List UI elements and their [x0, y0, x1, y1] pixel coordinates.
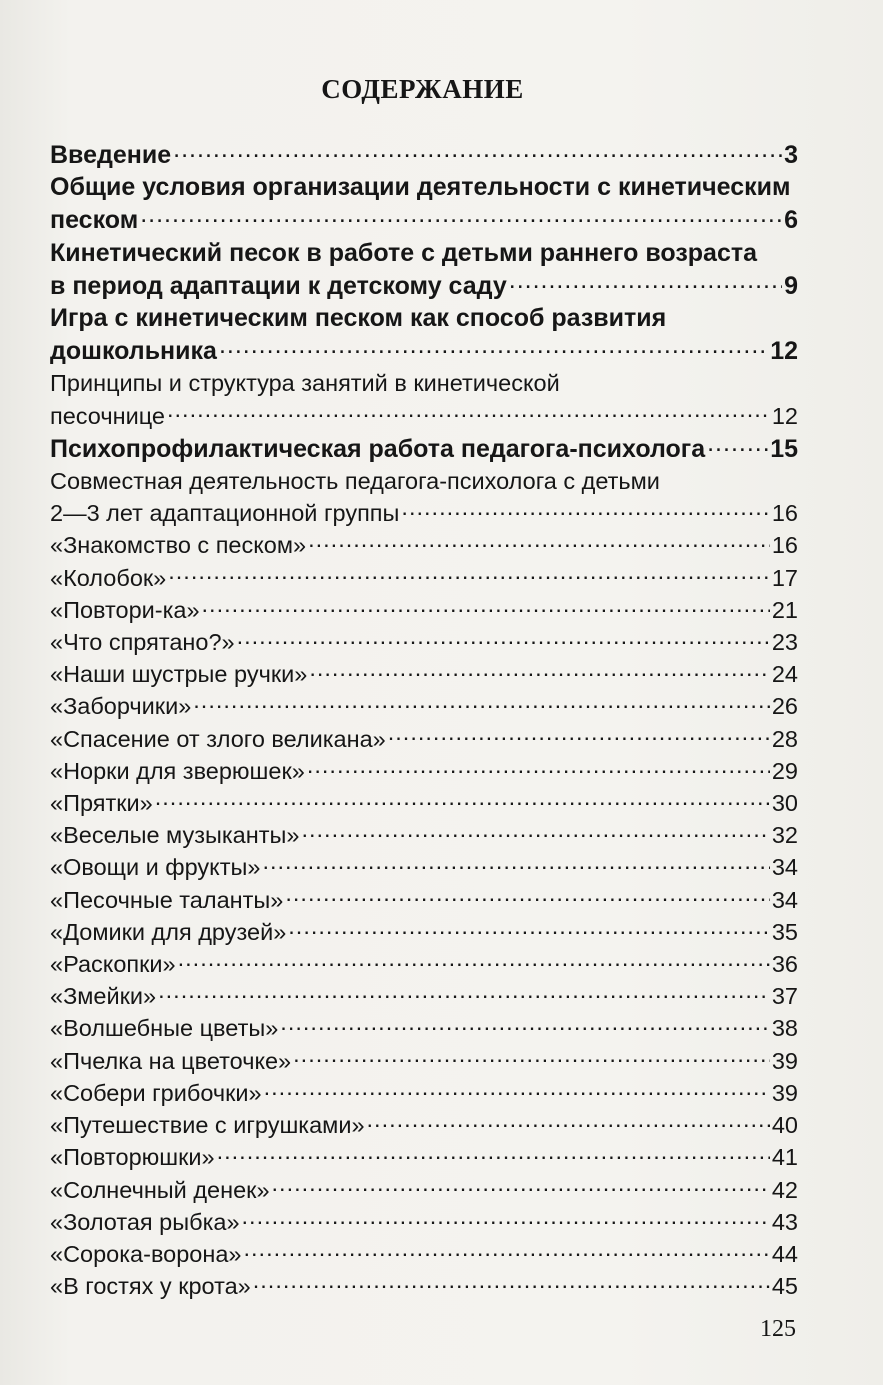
- toc-entry: [50, 1109, 798, 1141]
- toc-entry-page: 29: [771, 757, 798, 784]
- toc-entry: [50, 916, 798, 948]
- toc-entry-page: 39: [771, 1047, 798, 1074]
- toc-entry: [50, 787, 798, 819]
- toc-entry-title-line: «Повторюшки»: [50, 1144, 215, 1171]
- toc-entry: [50, 302, 798, 367]
- toc-entry-page: 23: [771, 629, 798, 656]
- dot-leader: [264, 1077, 770, 1101]
- toc-entry-row: [50, 1174, 798, 1206]
- toc-entry-page: 9: [784, 271, 798, 300]
- toc-entry-row: [50, 1238, 798, 1270]
- dot-leader: [178, 949, 770, 973]
- toc-entry-page: 43: [771, 1208, 798, 1235]
- toc-entry-page: 16: [771, 500, 798, 527]
- toc-entry-page: 35: [771, 918, 798, 945]
- toc-entry-title-line: «Путешествие с игрушками»: [50, 1112, 365, 1139]
- toc-entry-title-line: Совместная деятельность педагога-психолога с детьми: [50, 468, 660, 495]
- toc-entry-page: 16: [771, 532, 798, 559]
- toc-entry-row: [50, 723, 798, 755]
- toc-entry-title-line: Психопрофилактическая работа педагога-психолога: [50, 434, 706, 463]
- dot-leader: [158, 981, 770, 1005]
- dot-leader: [173, 138, 782, 163]
- toc-entry: [50, 1045, 798, 1077]
- dot-leader: [140, 203, 782, 228]
- toc-entry-title-line: «Собери грибочки»: [50, 1079, 262, 1106]
- toc-entry: [50, 1077, 798, 1109]
- toc-entry-page: 37: [771, 983, 798, 1010]
- dot-leader: [285, 884, 770, 908]
- toc-entry: [50, 1141, 798, 1173]
- toc-entry-title-line: «Колобок»: [50, 564, 167, 591]
- toc-entry: [50, 1238, 798, 1270]
- toc-entry-title-line: «Заборчики»: [50, 693, 192, 720]
- toc-entry: [50, 1012, 798, 1044]
- toc-entry-row: [50, 529, 798, 561]
- toc-entry-page: 12: [771, 402, 798, 429]
- toc-entry: [50, 1206, 798, 1238]
- toc-entry-title-line: «Прятки»: [50, 790, 153, 817]
- toc-entry-row: [50, 1077, 798, 1109]
- toc-entry-row: [50, 916, 798, 948]
- toc-entry: [50, 237, 798, 302]
- toc-entry-row: [50, 269, 798, 302]
- dot-leader: [307, 755, 770, 779]
- toc-entry-page: 41: [771, 1144, 798, 1171]
- toc-entry-title-line: «Повтори-ка»: [50, 596, 200, 623]
- toc-entry-page: 40: [771, 1112, 798, 1139]
- toc-entry-row: [50, 1012, 798, 1044]
- toc-entry-row: [50, 1141, 798, 1173]
- dot-leader: [308, 530, 770, 554]
- toc-entry-title-line: 2—3 лет адаптационной группы: [50, 500, 400, 527]
- toc-entry-row: [50, 884, 798, 916]
- toc-entry-row: [50, 138, 798, 171]
- dot-leader: [262, 852, 769, 876]
- toc-entry-page: 6: [784, 206, 798, 235]
- toc-entry-title-line: «Раскопки»: [50, 951, 176, 978]
- toc-entry-title-line: Игра с кинетическим песком как способ развития: [50, 304, 667, 333]
- dot-leader: [280, 1013, 770, 1037]
- toc-entry: [50, 138, 798, 171]
- toc-entry-title-line: «Что спрятано?»: [50, 629, 235, 656]
- toc-entry: [50, 1174, 798, 1206]
- dot-leader: [237, 627, 770, 651]
- toc-entry-title-line: песочнице: [50, 402, 165, 429]
- toc-entry: [50, 690, 798, 722]
- page-title: СОДЕРЖАНИЕ: [321, 74, 524, 104]
- dot-leader: [167, 400, 770, 424]
- dot-leader: [244, 1238, 770, 1262]
- toc-entry-row: [50, 1270, 798, 1302]
- toc-entry-title-line: «Норки для зверюшек»: [50, 757, 305, 784]
- toc-entry-page: 34: [771, 854, 798, 881]
- toc-entry-title-line: Общие условия организации деятельности с кинетическим: [50, 173, 791, 202]
- toc-entry: [50, 594, 798, 626]
- toc-entry-row: [50, 626, 798, 658]
- toc-entry-row: [50, 851, 798, 883]
- toc-entry-title-line: «Змейки»: [50, 983, 157, 1010]
- dot-leader: [242, 1206, 770, 1230]
- toc-entry-page: 26: [771, 693, 798, 720]
- toc-entry-title-line: «Спасение от злого великана»: [50, 725, 386, 752]
- dot-leader: [293, 1045, 770, 1069]
- toc-entry-row: [50, 1045, 798, 1077]
- toc-entry: [50, 529, 798, 561]
- dot-leader: [301, 820, 769, 844]
- toc-entry: [50, 819, 798, 851]
- toc-entry: [50, 367, 798, 431]
- toc-entry-page: 42: [771, 1176, 798, 1203]
- dot-leader: [309, 659, 770, 683]
- toc-entry: [50, 884, 798, 916]
- dot-leader: [367, 1110, 770, 1134]
- toc-entry-page: 15: [770, 434, 798, 463]
- toc-entry-page: 3: [784, 141, 798, 169]
- toc-entry-title-line: «Сорока-ворона»: [50, 1240, 242, 1267]
- toc-entry: [50, 723, 798, 755]
- dot-leader: [509, 269, 782, 294]
- dot-leader: [401, 498, 769, 522]
- dot-leader: [253, 1271, 770, 1295]
- toc-entry-row: [50, 562, 798, 594]
- toc-entry: [50, 658, 798, 690]
- toc-entry-page: 45: [771, 1273, 798, 1300]
- dot-leader: [272, 1174, 770, 1198]
- toc-entry-page: 17: [771, 564, 798, 591]
- toc-entry-title-line: «Веселые музыканты»: [50, 822, 300, 849]
- toc-entry-page: 32: [771, 822, 798, 849]
- toc-entry-row: [50, 755, 798, 787]
- toc-entry-page: 21: [771, 596, 798, 623]
- dot-leader: [168, 562, 770, 586]
- toc-entry-row: [50, 594, 798, 626]
- toc-entry-title-line: Кинетический песок в работе с детьми раннего возраста: [50, 238, 758, 267]
- toc-entry-title-line: «В гостях у крота»: [50, 1273, 251, 1300]
- dot-leader: [202, 594, 770, 618]
- toc-entry-row: [50, 658, 798, 690]
- toc-entry-title-line: «Солнечный денек»: [50, 1176, 270, 1203]
- toc-entry: [50, 755, 798, 787]
- toc-entry-title-line: дошкольника: [50, 337, 217, 366]
- dot-leader: [219, 334, 768, 359]
- toc-entry-row: [50, 400, 798, 432]
- toc-entry: [50, 980, 798, 1012]
- toc-entry: [50, 562, 798, 594]
- page-number: 125: [760, 1316, 796, 1342]
- toc-entry-row: [50, 819, 798, 851]
- dot-leader: [217, 1142, 770, 1166]
- toc-entry-title-line: «Песочные таланты»: [50, 886, 284, 913]
- toc-entry-row: [50, 948, 798, 980]
- toc-entry-page: 30: [771, 790, 798, 817]
- toc-entry-page: 39: [771, 1079, 798, 1106]
- toc-entry-row: [50, 497, 798, 529]
- toc-entry: [50, 432, 798, 465]
- toc-entry-page: 24: [771, 661, 798, 688]
- toc-entry-title-line: «Волшебные цветы»: [50, 1015, 279, 1042]
- toc-entry-row: [50, 432, 798, 465]
- toc-entry-page: 34: [771, 886, 798, 913]
- toc-entry-page: 36: [771, 951, 798, 978]
- toc-entry-title-line: «Пчелка на цветочке»: [50, 1047, 292, 1074]
- dot-leader: [155, 788, 770, 812]
- toc-entry: [50, 465, 798, 529]
- dot-leader: [288, 916, 770, 940]
- toc-entry-row: [50, 1206, 798, 1238]
- toc-entry-title-line: Принципы и структура занятий в кинетической: [50, 370, 560, 397]
- toc-entry: [50, 948, 798, 980]
- toc-entry-row: [50, 690, 798, 722]
- table-of-contents: [50, 138, 798, 1302]
- dot-leader: [707, 432, 768, 457]
- toc-entry-row: [50, 334, 798, 367]
- toc-entry-title-line: Введение: [50, 141, 172, 169]
- toc-entry-page: 44: [771, 1240, 798, 1267]
- toc-entry-row: [50, 1109, 798, 1141]
- toc-entry-row: [50, 787, 798, 819]
- dot-leader: [193, 691, 770, 715]
- toc-entry-row: [50, 980, 798, 1012]
- toc-entry-title-line: «Овощи и фрукты»: [50, 854, 261, 881]
- toc-entry-title-line: в период адаптации к детскому саду: [50, 271, 507, 300]
- toc-entry-title-line: «Знакомство с песком»: [50, 532, 307, 559]
- toc-entry-page: 28: [771, 725, 798, 752]
- toc-entry: [50, 851, 798, 883]
- toc-entry-title-line: «Наши шустрые ручки»: [50, 661, 308, 688]
- toc-entry-row: [50, 203, 798, 236]
- toc-entry: [50, 1270, 798, 1302]
- toc-entry-title-line: «Домики для друзей»: [50, 918, 287, 945]
- toc-entry: [50, 171, 798, 236]
- toc-entry-page: 12: [770, 337, 798, 366]
- toc-entry-title-line: «Золотая рыбка»: [50, 1208, 240, 1235]
- toc-entry-page: 38: [771, 1015, 798, 1042]
- dot-leader: [388, 723, 770, 747]
- toc-entry-title-line: песком: [50, 206, 139, 235]
- toc-entry: [50, 626, 798, 658]
